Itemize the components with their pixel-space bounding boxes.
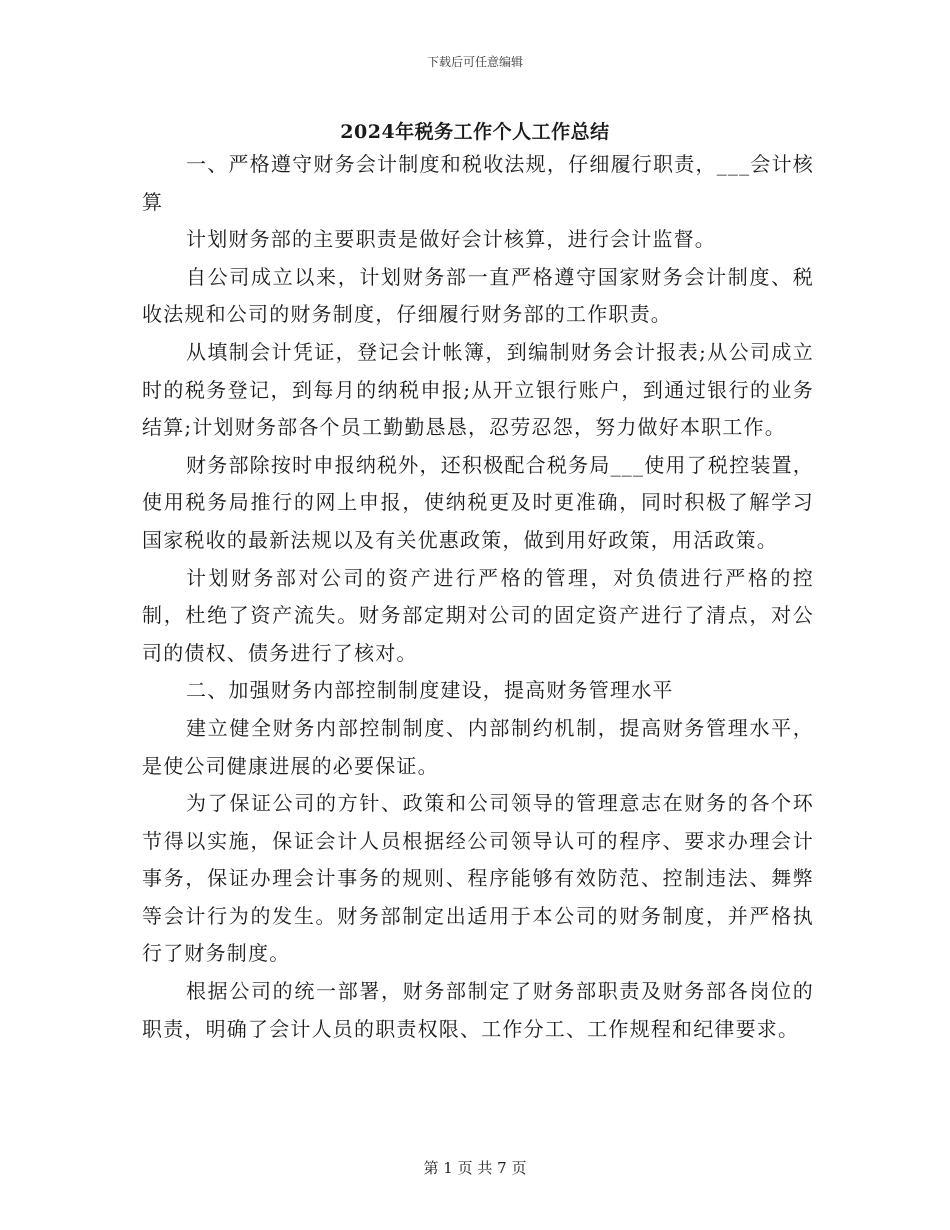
paragraph-3: 自公司成立以来，计划财务部一直严格遵守国家财务会计制度、税收法规和公司的财务制度，仔细履行财务部的工作职责。 [142,264,814,327]
page-number: 第 1 页 共 7 页 [423,1159,527,1177]
document-title: 2024年税务工作个人工作总结 [340,121,610,143]
paragraph-6: 计划财务部对公司的资产进行严格的管理，对负债进行严格的控制，杜绝了资产流失。财务部定期对公司的固定资产进行了清点，对公司的债权、债务进行了核对。 [142,565,814,665]
paragraph-10: 根据公司的统一部署，财务部制定了财务部职责及财务部各岗位的职责，明确了会计人员的职责权限、工作分工、工作规程和纪律要求。 [142,979,814,1041]
paragraph-4: 从填制会计凭证，登记会计帐簿，到编制财务会计报表;从公司成立时的税务登记，到每月的纳税申报;从开立银行账户，到通过银行的业务结算;计划财务部各个员工勤勤恳恳，忍劳忍怨，努力做好本职工作。 [142,339,814,440]
paragraph-2: 计划财务部的主要职责是做好会计核算，进行会计监督。 [186,227,716,252]
paragraph-8: 建立健全财务内部控制制度、内部制约机制，提高财务管理水平，是使公司健康进展的必要保证。 [142,715,814,778]
paragraph-1: 一、严格遵守财务会计制度和税收法规，仔细履行职责，___会计核算 [142,152,814,214]
header-note: 下载后可任意编辑 [426,55,523,69]
section-heading-2: 二、加强财务内部控制制度建设，提高财务管理水平 [186,678,674,703]
paragraph-5: 财务部除按时申报纳税外，还积极配合税务局___使用了税控装置，使用税务局推行的网上申报，使纳税更及时更准确，同时积极了解学习国家税收的最新法规以及有关优惠政策，做到用好政策，用活政策。 [142,452,814,552]
document-body [142,146,814,1048]
paragraph-9: 为了保证公司的方针、政策和公司领导的管理意志在财务的各个环节得以实施，保证会计人员根据经公司领导认可的程序、要求办理会计事务，保证办理会计事务的规则、程序能够有效防范、控制违法、舞弊等会计行为的发生。财务部制定出适用于本公司的财务制度，并严格执行了财务制度。 [142,791,814,966]
